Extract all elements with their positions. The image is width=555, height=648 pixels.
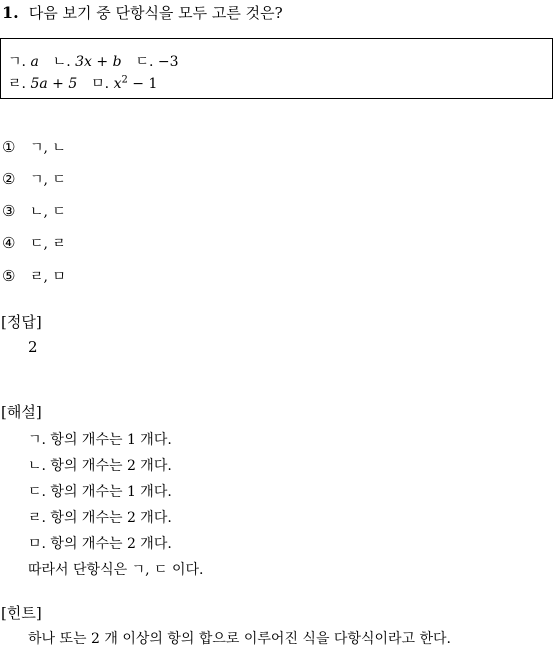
example-label-c: ㄷ. — [135, 54, 154, 70]
example-row-2 — [8, 73, 157, 93]
hint-text: 하나 또는 2 개 이상의 항의 합으로 이루어진 식을 다항식이라고 한다. — [28, 631, 452, 647]
choice-5-label: ㄹ, ㅁ — [30, 269, 66, 285]
choice-5[interactable] — [2, 266, 66, 286]
choice-1-label: ㄱ, ㄴ — [30, 140, 66, 156]
choice-2-mark: ② — [2, 170, 16, 188]
question-heading — [2, 0, 283, 24]
question-text: 다음 보기 중 단항식을 모두 고른 것은? — [28, 3, 283, 22]
choice-5-mark: ⑤ — [2, 267, 16, 285]
example-expr-a: a — [30, 54, 39, 70]
example-expr-e-exponent: 2 — [121, 74, 128, 86]
explanation-conclusion: 따라서 단항식은 ㄱ, ㄷ 이다. — [28, 562, 204, 578]
example-expr-c: −3 — [157, 54, 179, 70]
explanation-heading: [해설] — [1, 403, 42, 421]
explanation-line-5: ㅁ. 항의 개수는 2 개다. — [28, 536, 172, 552]
example-label-e: ㅁ. — [91, 76, 110, 92]
choice-1[interactable] — [2, 137, 66, 157]
choice-2-label: ㄱ, ㄷ — [30, 172, 66, 188]
example-expr-e-tail: − 1 — [127, 76, 158, 92]
choice-3-mark: ③ — [2, 202, 16, 220]
answer-heading: [정답] — [1, 313, 42, 331]
example-box — [0, 38, 553, 99]
choice-1-mark: ① — [2, 138, 16, 156]
choice-3[interactable] — [2, 201, 66, 221]
choice-4[interactable] — [2, 233, 66, 253]
choice-4-mark: ④ — [2, 234, 16, 252]
explanation-line-3: ㄷ. 항의 개수는 1 개다. — [28, 484, 172, 500]
example-row-1 — [8, 51, 179, 71]
explanation-line-1: ㄱ. 항의 개수는 1 개다. — [28, 432, 172, 448]
example-expr-e-base: x — [113, 76, 122, 92]
answer-value: 2 — [28, 338, 38, 356]
explanation-line-2: ㄴ. 항의 개수는 2 개다. — [28, 458, 172, 474]
example-label-d: ㄹ. — [8, 76, 26, 92]
example-expr-b: 3x + b — [75, 54, 122, 70]
explanation-line-4: ㄹ. 항의 개수는 2 개다. — [28, 510, 172, 526]
choice-3-label: ㄴ, ㄷ — [30, 204, 66, 220]
example-expr-d: 5a + 5 — [30, 76, 78, 92]
hint-heading: [힌트] — [1, 604, 42, 622]
example-label-a: ㄱ. — [8, 54, 26, 70]
choice-4-label: ㄷ, ㄹ — [30, 236, 66, 252]
example-label-b: ㄴ. — [52, 54, 71, 70]
question-number: 1. — [2, 2, 19, 22]
choice-2[interactable] — [2, 169, 66, 189]
